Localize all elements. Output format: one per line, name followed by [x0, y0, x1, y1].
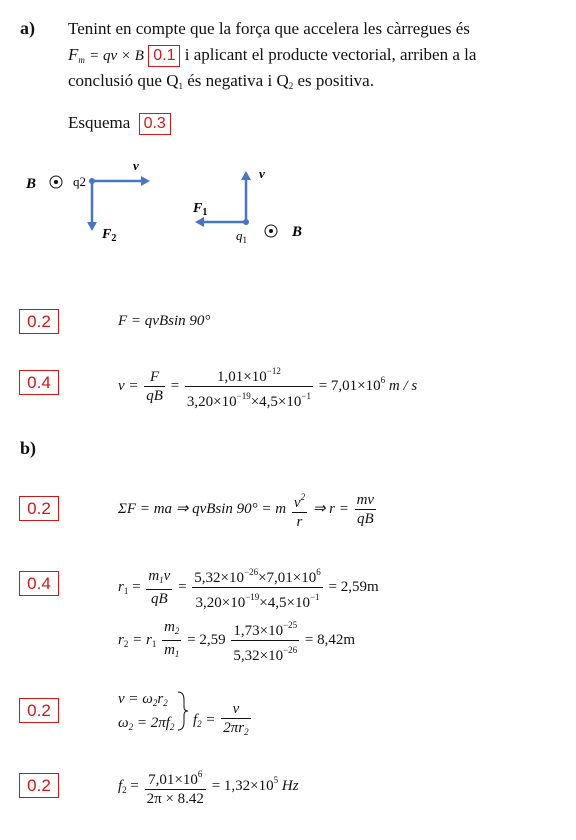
- part-b-label: b): [20, 438, 37, 458]
- score-box-3: 0.2: [19, 496, 59, 521]
- v-left-label: v: [133, 158, 139, 173]
- eq5-fraction-mass-ratio: $\frac{m_2}{m_1}$: [164, 619, 180, 659]
- f1-label: $F_1$: [193, 201, 208, 218]
- eq4-lhs: r: [118, 578, 124, 595]
- conclusion-text-a: conclusió que Q: [68, 71, 179, 90]
- part-a-line2-text: i aplicant el producte vectorial, arriben a la: [184, 45, 477, 64]
- q2-subscript: 2: [288, 81, 294, 91]
- q1-label: $q_1$: [236, 228, 247, 245]
- q2-label: q2: [73, 174, 86, 189]
- f2-arrowhead: [87, 222, 97, 231]
- eq2-unit: m / s: [388, 377, 418, 394]
- eq7-result-exp: 5: [273, 774, 279, 785]
- part-a-label: a): [20, 18, 35, 38]
- force-subscript: m: [78, 55, 85, 65]
- eq5-r1-sub: 1: [151, 638, 157, 649]
- eq5-lhs-sub: 2: [123, 638, 129, 649]
- part-a-line2: [68, 44, 476, 71]
- equation-frequency-system: [118, 689, 174, 737]
- eq4-fraction-symbolic: $\frac{m_1v}{qB}$: [148, 568, 171, 607]
- eq2-equals: =: [170, 377, 180, 394]
- v-left-arrowhead: [141, 176, 150, 186]
- eq7-equals: =: [130, 777, 139, 794]
- eq3-fraction-v2-r: $\frac{v^2}{r}$: [292, 488, 307, 531]
- eq2-fraction-symbolic: $\frac{F}{qB}$: [146, 369, 163, 404]
- score-box-6: 0.2: [19, 773, 59, 798]
- eq4-fraction-numeric: $\frac{5,32\times 10^{-26}\times 7,01\times 10^6}{3,20\times 10^{-19}\times 4,5\times 10^{-1}}$: [192, 563, 322, 612]
- schema-line: [68, 112, 171, 135]
- eq6-line2: $\omega_2 = 2\pi f_2$: [118, 715, 175, 732]
- eq6-rhs: $f_2$ = $\frac{v}{2\pi r_2}$: [193, 700, 253, 741]
- equation-velocity: [118, 362, 417, 411]
- eq6-brace-icon: [176, 690, 190, 732]
- schema-label: Esquema: [68, 113, 131, 132]
- eq7-result: = 1,32×10: [211, 777, 274, 794]
- eq5-mid: = 2,59: [187, 631, 226, 648]
- f1-arrowhead: [195, 217, 204, 227]
- eq3-lhs: ΣF = ma ⇒ qvBsin 90° = m: [118, 500, 287, 517]
- score-box-4: 0.4: [19, 571, 59, 596]
- v-right-label: v: [259, 166, 265, 181]
- score-box-5: 0.2: [19, 698, 59, 723]
- eq5-result: = 8,42m: [304, 631, 356, 648]
- f2-label: $F_2$: [102, 227, 117, 244]
- part-a-line1: Tenint en compte que la força que accelera les càrregues és: [68, 19, 470, 38]
- force-diagram: [0, 150, 576, 260]
- equation-radius: [118, 488, 378, 531]
- eq2-fraction-numeric: $\frac{1,01\times 10^{-12}}{3,20\times 10^{-19}\times 4,5\times 10^{-1}}$: [185, 362, 313, 411]
- b-out-of-page-icon-left: [50, 176, 62, 188]
- force-formula: = qv × B: [89, 48, 144, 64]
- equation-r1: $r_1$ = $\frac{m_1v}{qB}$ = $\frac{5,32\times 10^{-26}\times 7,01\times 10^6}{3,20\times 10^{-19}\times 4,5\times 10^{-1}}$ = 2,59m: [118, 563, 379, 612]
- b-field-left-label: B: [26, 176, 37, 192]
- eq7-lhs: f: [118, 777, 123, 794]
- eq3-mid: ⇒ r =: [312, 500, 349, 517]
- eq6-line1: $v = \omega_2r_2$: [118, 691, 168, 708]
- eq7-lhs-sub: 2: [122, 784, 127, 795]
- eq2-result: = 7,01×10: [318, 377, 381, 394]
- eq7-fraction: $\frac{7,01\times 10^6}{2\pi \times 8.42}$: [145, 765, 206, 808]
- score-schema: 0.3: [139, 113, 171, 135]
- equation-r2: [118, 616, 355, 665]
- eq4-result: = 2,59m: [328, 578, 379, 595]
- conclusion-text-b: és negativa i Q: [182, 71, 289, 90]
- part-a-line3: [68, 70, 374, 97]
- q1-subscript: 1: [178, 81, 183, 91]
- eq3-fraction-mv-qb: $\frac{mv}{qB}$: [356, 492, 375, 527]
- b-out-of-page-icon-right: [265, 225, 277, 237]
- eq5-fraction-numeric: $\frac{1,73\times 10^{-25}}{5,32\times 10^{-26}}$: [231, 616, 299, 665]
- eq2-result-exp: 6: [380, 374, 386, 385]
- score-formula: 0.1: [148, 45, 180, 67]
- conclusion-text-c: es positiva.: [293, 71, 374, 90]
- score-box-2: 0.4: [19, 370, 59, 395]
- eq6-fraction: $\frac{v}{2\pi r_2}$: [223, 701, 249, 737]
- v-right-arrowhead: [241, 171, 251, 180]
- eq4-lhs-sub: 1: [123, 585, 129, 596]
- score-box-1: 0.2: [19, 309, 59, 334]
- eq4-equals: =: [132, 578, 141, 595]
- eq7-unit: Hz: [281, 777, 299, 794]
- eq5-lhs: r: [118, 631, 124, 648]
- equation-force: F = qvBsin 90°: [118, 313, 211, 329]
- b-field-right-label: B: [292, 224, 303, 240]
- eq2-lhs: v =: [118, 377, 139, 394]
- force-symbol: F: [68, 45, 79, 64]
- eq5-r1: = r: [132, 631, 152, 648]
- equation-frequency-value: [118, 765, 299, 808]
